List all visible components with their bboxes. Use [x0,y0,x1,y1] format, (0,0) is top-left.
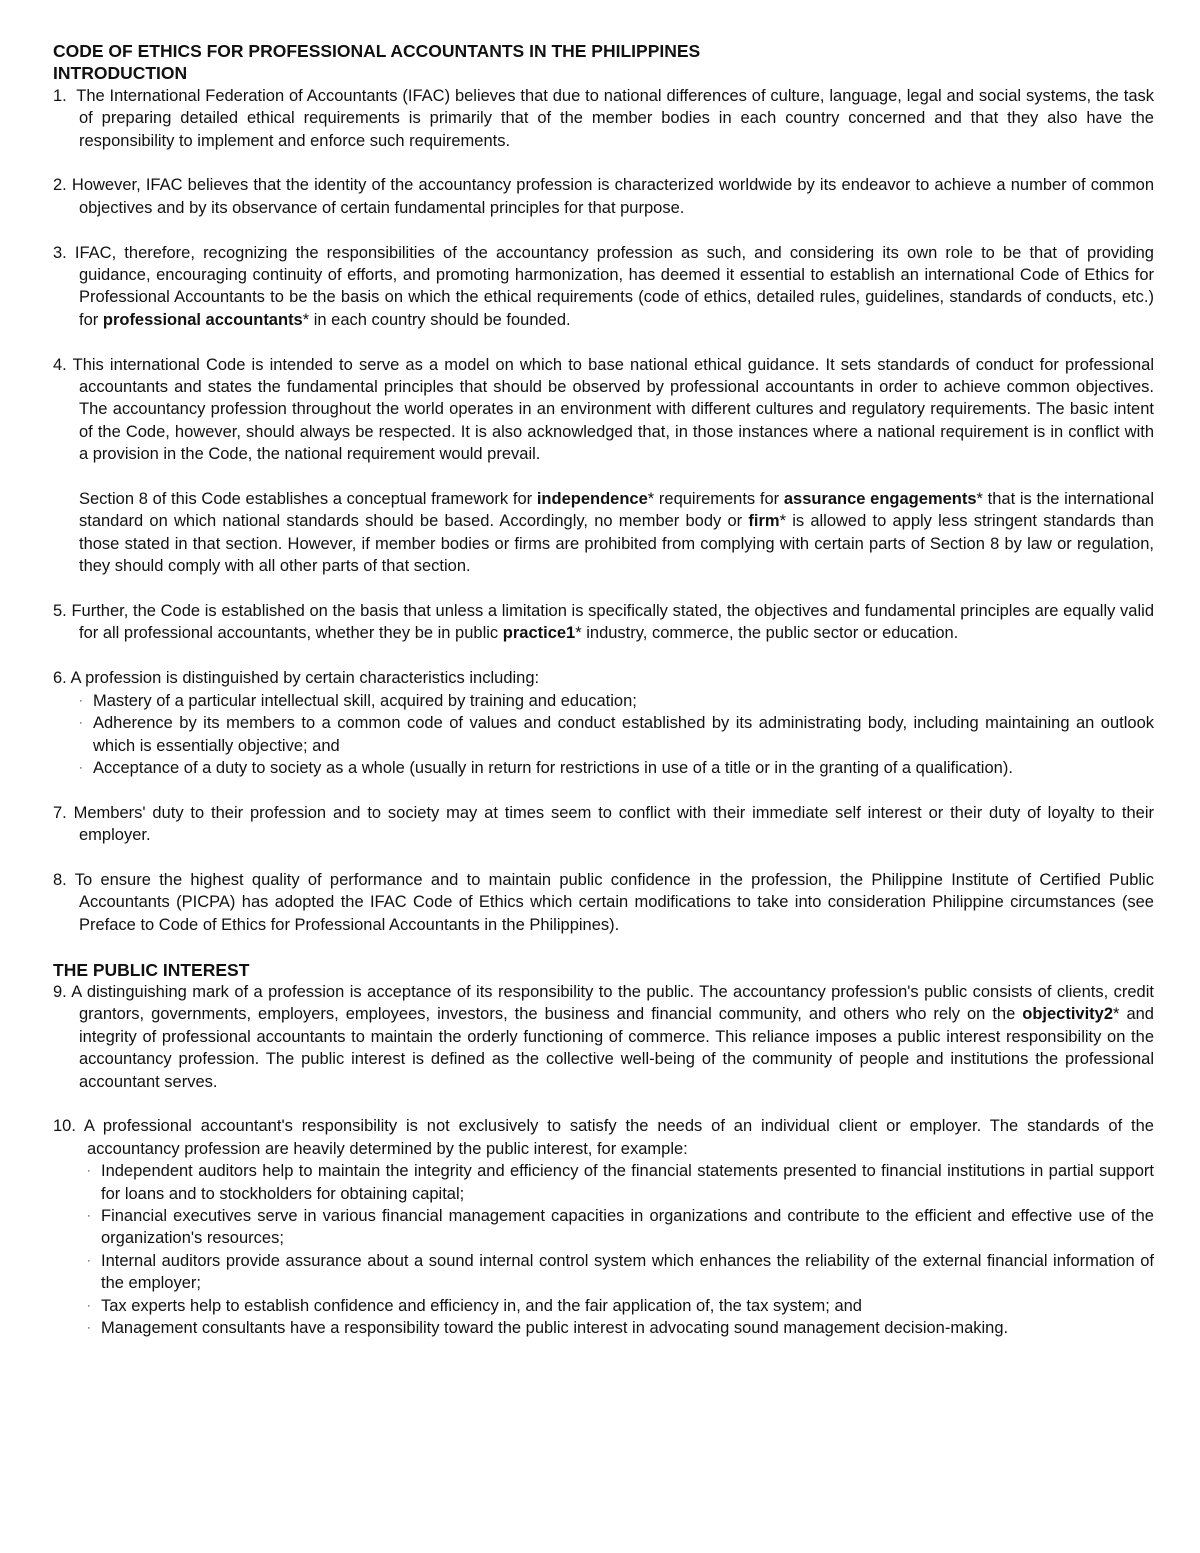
paragraph-number: 6. [53,669,67,688]
list-item: · Financial executives serve in various financial management capacities in organizations and contribute to the efficient and effective use of the organization's resources; [87,1205,1154,1250]
public-interest-examples-list [53,1160,1154,1339]
paragraph-number: 10. [53,1117,76,1136]
list-item: · Internal auditors provide assurance about a sound internal control system which enhances the reliability of the external financial information of the employer; [87,1250,1154,1295]
list-item: · Acceptance of a duty to society as a whole (usually in return for restrictions in use of a title or in the granting of a qualification). [79,757,1154,779]
paragraph-6 [53,667,1154,779]
paragraph-text: To ensure the highest quality of performance and to maintain public confidence in the profession, the Philippine Institute of Certified Public Accountants (PICPA) has adopted the IFAC Code of Ethics which certain modifications to take into consideration Philippine circumstances (see Preface to Code of Ethics for Professional Accountants in the Philippines). [74,870,1154,934]
paragraph-number: 5. [53,602,67,621]
paragraph-text: * industry, commerce, the public sector or education. [575,624,959,643]
document-title: CODE OF ETHICS FOR PROFESSIONAL ACCOUNTANTS IN THE PHILIPPINES [53,41,701,61]
paragraph-text: A professional accountant's responsibility is not exclusively to satisfy the needs of an individual client or employer. The standards of the accountancy profession are heavily determined by the public interest, for example: [83,1117,1154,1158]
bullet-icon: · [79,717,83,730]
paragraph-text: This international Code is intended to serve as a model on which to base national ethical guidance. It sets standards of conduct for professional accountants and states the fundamental principles that should be observed by professional accountants in order to achieve common objectives. The accountancy profession throughout the world operates in an environment with different cultures and regulatory requirements. The basic intent of the Code, however, should always be respected. It is also acknowledged that, in those instances where a national requirement is in conflict with a provision in the Code, the national requirement would prevail. [72,355,1154,464]
paragraph-4 [53,354,1154,466]
defined-term: firm [748,512,780,531]
paragraph-number: 3. [53,243,67,262]
paragraph-10 [53,1115,1154,1339]
paragraph-number: 4. [53,355,67,374]
section-heading-public-interest: THE PUBLIC INTEREST [53,959,250,980]
paragraph-text: IFAC, therefore, recognizing the responsibilities of the accountancy profession as such, and considering its own role to be that of providing guidance, encouraging continuity of efforts, and promoting harmonization, has deemed it essential to establish an international Code of Ethics for Professional Accountants to be the basis on which the ethical requirements (code of ethics, detailed rules, guidelines, standards of conducts, etc.) for [74,243,1154,329]
paragraph-text: * is allowed to apply less stringent standards than those stated in that section. However, if member bodies or firms are prohibited from complying with certain parts of Section 8 by law or regulation, they should comply with all other parts of that section. [79,512,1154,576]
list-item: · Independent auditors help to maintain the integrity and efficiency of the financial statements presented to financial institutions in partial support for loans and to stockholders for obtaining capital; [87,1160,1154,1205]
paragraph-text: * that is the international standard on which national standards should be based. Accordingly, no member body or [79,490,1155,531]
defined-term: assurance engagements [783,490,977,509]
paragraph-text: Further, the Code is established on the basis that unless a limitation is specifically stated, the objectives and fundamental principles are equally valid for all professional accountants, whether they be in public [71,602,1154,643]
paragraph-7 [53,802,1154,847]
paragraph-9 [53,981,1154,1093]
paragraph-text: However, IFAC believes that the identity of the accountancy profession is characterized worldwide by its endeavor to achieve a number of common objectives and by its observance of certain fundamental principles for that purpose. [71,176,1154,217]
paragraph-8 [53,869,1154,936]
bullet-icon: · [79,694,83,707]
list-item: · Tax experts help to establish confidence and efficiency in, and the fair application of, the tax system; and [87,1295,1154,1317]
paragraph-text: * in each country should be founded. [302,310,571,329]
paragraph-text: A distinguishing mark of a profession is acceptance of its responsibility to the public. The accountancy profession's public consists of clients, credit grantors, governments, employers, employees, investors, the business and financial community, and others who rely on the [71,982,1154,1024]
bullet-icon: · [87,1322,91,1334]
bullet-icon: · [87,1299,91,1312]
paragraph-text: * and integrity of professional accountants to maintain the orderly functioning of commerce. This reliance imposes a public interest responsibility on the accountancy profession. The public interest is defined as the collective well-being of the community of people and institutions the professional accountant serves. [79,1005,1154,1091]
paragraph-text: Section 8 of this Code establishes a conceptual framework for [79,490,533,509]
characteristics-list [53,690,1154,780]
paragraph-text: The International Federation of Accountants (IFAC) believes that due to national differences of culture, language, legal and social systems, the task of preparing detailed ethical requirements is primarily that of the member bodies in each country concerned and that they also have the responsibility to implement and enforce such requirements. [76,86,1154,150]
paragraph-number: 2. [53,176,67,195]
paragraph-5 [53,600,1154,645]
list-item: · Management consultants have a responsibility toward the public interest in advocating sound management decision-making. [87,1317,1154,1339]
defined-term: practice1 [502,624,576,643]
bullet-icon: · [87,1254,91,1267]
paragraph-number: 7. [53,803,67,822]
bullet-icon: · [87,1209,91,1222]
paragraph-number: 9. [53,982,67,1001]
section-heading-introduction: INTRODUCTION [53,63,188,84]
paragraph-4-continued [79,488,1154,578]
paragraph-3 [53,242,1154,332]
paragraph-1 [53,85,1154,152]
paragraph-number: 1. [53,86,67,105]
bullet-icon: · [79,761,83,774]
list-item: · Mastery of a particular intellectual skill, acquired by training and education; [79,690,1154,712]
list-item: · Adherence by its members to a common code of values and conduct established by its administrating body, including maintaining an outlook which is essentially objective; and [79,712,1154,757]
bullet-icon: · [87,1165,91,1178]
paragraph-text: A profession is distinguished by certain characteristics including: [70,669,540,688]
paragraph-text: Members' duty to their profession and to society may at times seem to conflict with their immediate self interest or their duty of loyalty to their employer. [73,803,1154,845]
defined-term: objectivity2 [1022,1005,1114,1024]
paragraph-text: * requirements for [647,490,780,509]
paragraph-2 [53,174,1154,219]
defined-term: professional accountants [102,310,303,329]
paragraph-number: 8. [53,870,67,889]
defined-term: independence [536,490,648,509]
